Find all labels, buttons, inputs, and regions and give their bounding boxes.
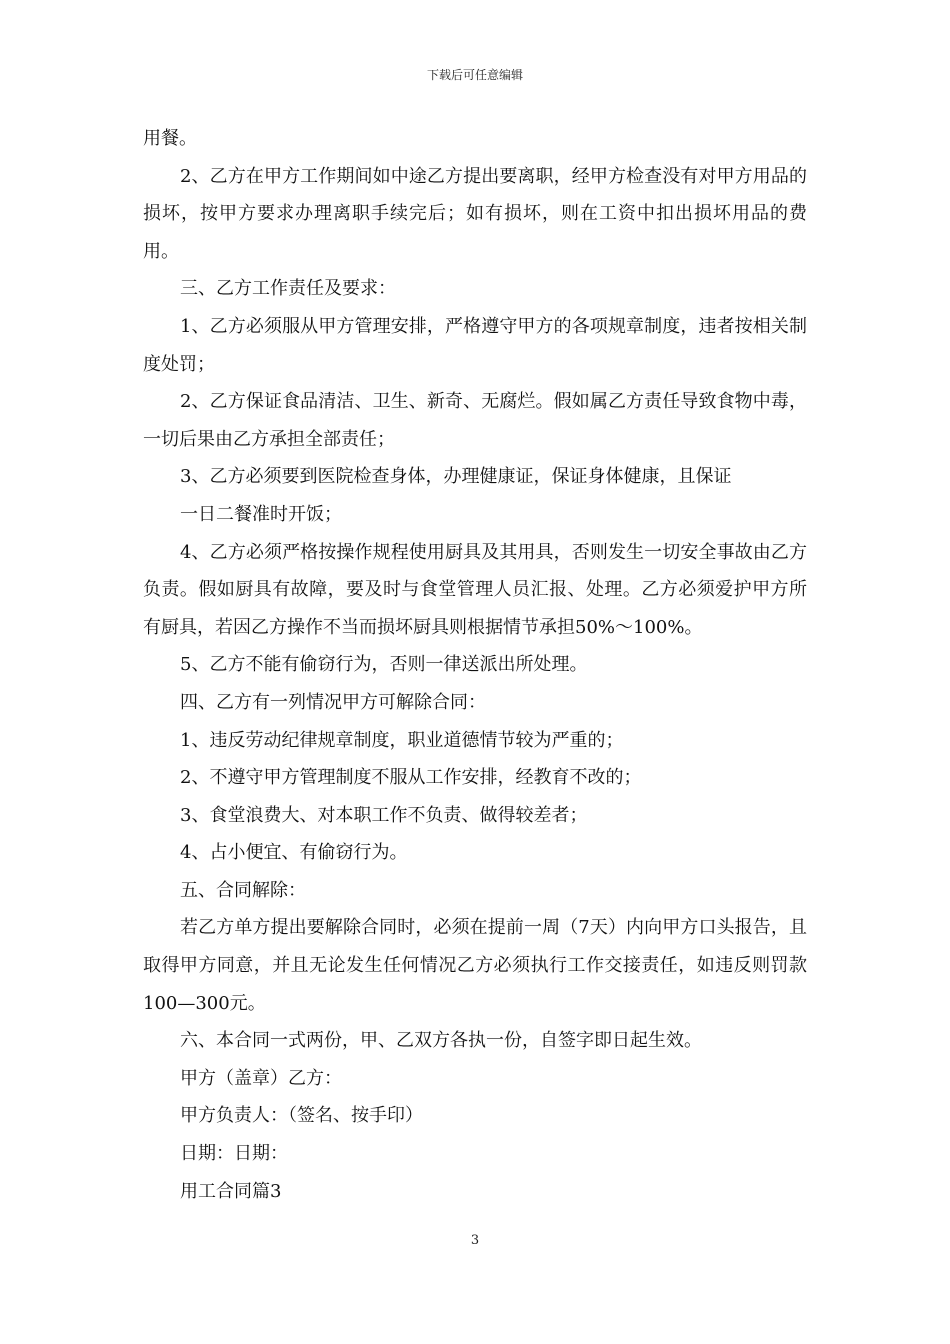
paragraph: 六、本合同一式两份，甲、乙双方各执一份，自签字即日起生效。 [180,1030,702,1052]
paragraph: 3、乙方必须要到医院检查身体，办理健康证，保证身体健康，且保证 [180,466,732,488]
paragraph: 2、不遵守甲方管理制度不服从工作安排，经教育不改的； [180,767,642,789]
document-body [143,120,807,1210]
paragraph: 2、乙方保证食品清洁、卫生、新奇、无腐烂。假如属乙方责任导致食物中毒，一切后果由乙方承担全部责任； [143,391,807,450]
paragraph: 一日二餐准时开饭； [180,503,342,525]
section-heading: 五、合同解除： [180,879,306,901]
signature-line: 甲方负责人：（签名、按手印） [180,1105,423,1127]
section-heading: 四、乙方有一列情况甲方可解除合同： [180,691,486,713]
section-title: 用工合同篇3 [180,1180,282,1202]
paragraph: 若乙方单方提出要解除合同时，必须在提前一周（7天）内向甲方口头报告，且取得甲方同意，并且无论发生任何情况乙方必须执行工作交接责任，如违反则罚款100—300元。 [143,917,807,1014]
page-header: 下载后可任意编辑 [426,68,523,82]
date-line: 日期：日期： [180,1143,288,1165]
paragraph: 用餐。 [143,128,197,149]
page-number: 3 [470,1233,480,1248]
paragraph: 3、食堂浪费大、对本职工作不负责、做得较差者； [180,804,588,826]
section-heading: 三、乙方工作责任及要求： [180,278,396,300]
paragraph: 5、乙方不能有偷窃行为，否则一律送派出所处理。 [180,654,588,676]
paragraph: 2、乙方在甲方工作期间如中途乙方提出要离职，经甲方检查没有对甲方用品的损坏，按甲方要求办理离职手续完后；如有损坏，则在工资中扣出损坏用品的费用。 [143,165,807,262]
paragraph: 1、违反劳动纪律规章制度，职业道德情节较为严重的； [180,729,624,751]
paragraph: 1、乙方必须服从甲方管理安排，严格遵守甲方的各项规章制度，违者按相关制度处罚； [143,315,807,375]
paragraph: 4、占小便宜、有偷窃行为。 [180,842,408,864]
paragraph: 4、乙方必须严格按操作规程使用厨具及其用具，否则发生一切安全事故由乙方负责。假如厨具有故障，要及时与食堂管理人员汇报、处理。乙方必须爱护甲方所有厨具，若因乙方操作不当而损坏厨具则根据情节承担50%～100%。 [143,541,807,638]
signature-line: 甲方（盖章）乙方： [180,1067,342,1089]
